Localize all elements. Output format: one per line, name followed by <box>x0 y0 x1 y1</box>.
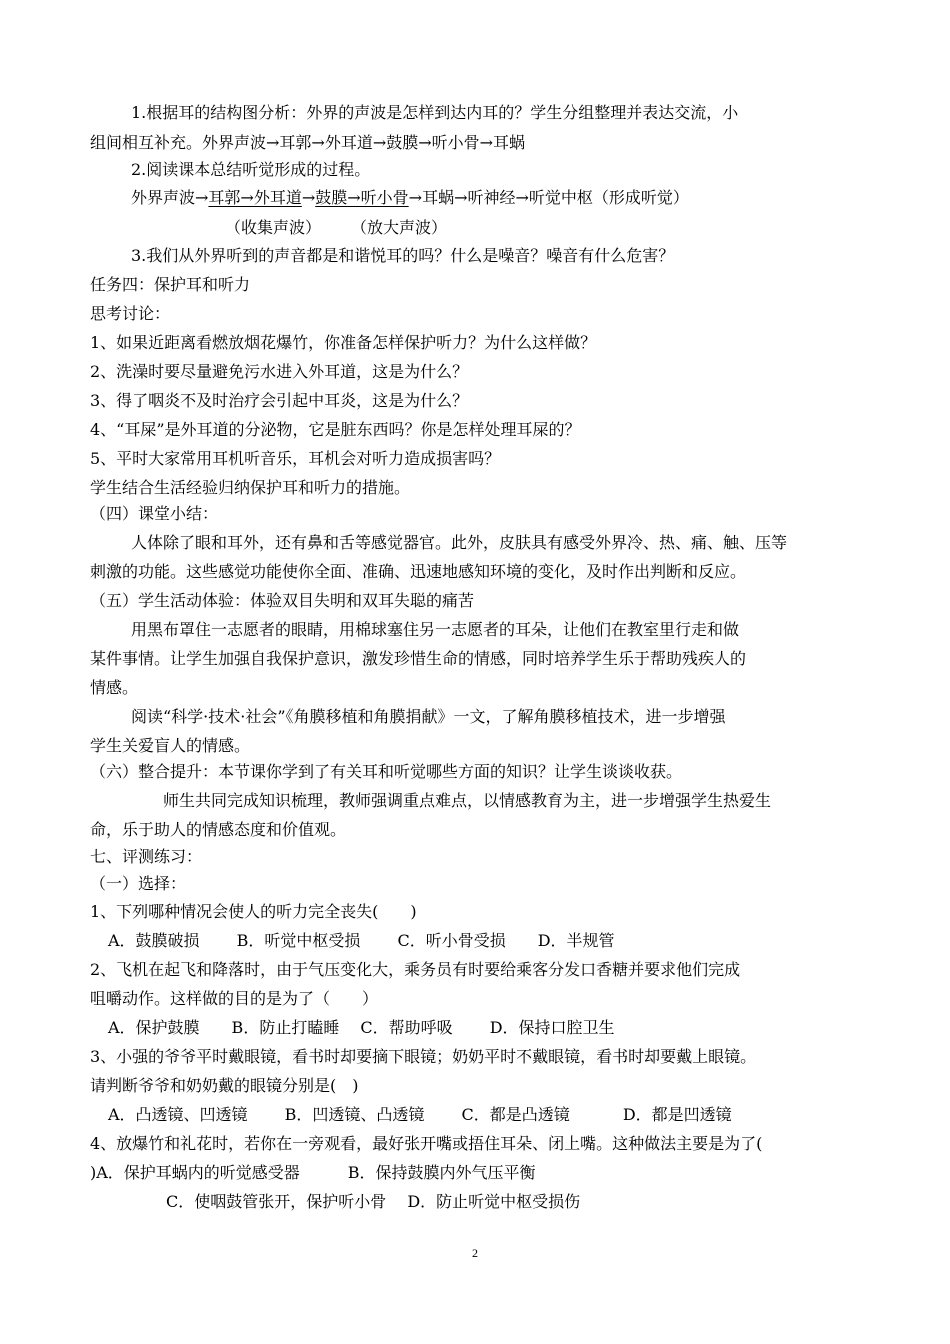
paragraph-line: 学生关爱盲人的情感。 <box>90 736 251 755</box>
answer-options: A．保护鼓膜 B．防止打瞌睡 C．帮助呼吸 D．保持口腔卫生 <box>108 1018 615 1037</box>
hearing-pathway-line <box>131 188 689 210</box>
question-line: 3、得了咽炎不及时治疗会引起中耳炎，这是为什么？ <box>90 391 469 410</box>
flow-part-collect: 耳郭→外耳道 <box>208 188 302 207</box>
section-heading: 任务四：保护耳和听力 <box>90 275 251 294</box>
question-line: 请判断爷爷和奶奶戴的眼镜分别是( ) <box>90 1076 359 1095</box>
paragraph-line: 用黑布罩住一志愿者的眼睛，用棉球塞住另一志愿者的耳朵，让他们在教室里行走和做 <box>131 620 740 639</box>
question-line: 1、下列哪种情况会使人的听力完全丧失( ) <box>90 902 417 921</box>
paragraph-line: 情感。 <box>90 678 139 697</box>
paragraph-line: 3.我们从外界听到的声音都是和谐悦耳的吗？什么是噪音？噪音有什么危害？ <box>131 246 675 265</box>
annotation-collect: （收集声波） <box>225 218 322 237</box>
section-heading: （五）学生活动体验：体验双目失明和双耳失聪的痛苦 <box>90 591 475 610</box>
answer-options: A．凸透镜、凹透镜 B．凹透镜、凸透镜 C．都是凸透镜 D．都是凹透镜 <box>108 1105 732 1124</box>
paragraph-line: 命，乐于助人的情感态度和价值观。 <box>90 820 347 839</box>
answer-options: C．使咽鼓管张开，保护听小骨 D．防止听觉中枢受损伤 <box>166 1192 581 1211</box>
section-heading: （一）选择： <box>90 874 187 893</box>
flow-part: 外界声波→ <box>131 188 209 207</box>
answer-options: )A．保护耳蜗内的听觉感受器 B．保持鼓膜内外气压平衡 <box>90 1163 536 1182</box>
paragraph-line: 1.根据耳的结构图分析：外界的声波是怎样到达内耳的？学生分组整理并表达交流，小 <box>131 103 739 122</box>
question-line: 5、平时大家常用耳机听音乐，耳机会对听力造成损害吗？ <box>90 449 501 468</box>
flow-part-amplify: 鼓膜→听小骨 <box>315 188 409 207</box>
paragraph-line: 人体除了眼和耳外，还有鼻和舌等感觉器官。此外，皮肤具有感受外界冷、热、痛、触、压等 <box>131 533 788 552</box>
paragraph-line: 某件事情。让学生加强自我保护意识，激发珍惜生命的情感，同时培养学生乐于帮助残疾人的 <box>90 649 747 668</box>
question-line: 4、放爆竹和礼花时，若你在一旁观看，最好张开嘴或捂住耳朵、闭上嘴。这种做法主要是为了( <box>90 1134 763 1153</box>
section-heading: （六）整合提升：本节课你学到了有关耳和听觉哪些方面的知识？让学生谈谈收获。 <box>90 762 683 781</box>
section-heading: 七、评测练习： <box>90 847 203 866</box>
question-line: 4、“耳屎”是外耳道的分泌物，它是脏东西吗？你是怎样处理耳屎的？ <box>90 420 581 439</box>
question-line: 咀嚼动作。这样做的目的是为了（ ） <box>90 989 379 1008</box>
question-line: 3、小强的爷爷平时戴眼镜，看书时却要摘下眼镜；奶奶平时不戴眼镜，看书时却要戴上眼镜。 <box>90 1047 757 1066</box>
flow-part: →耳蜗→听神经→听觉中枢（形成听觉） <box>408 188 689 207</box>
paragraph-line: 学生结合生活经验归纳保护耳和听力的措施。 <box>90 478 411 497</box>
paragraph-line: 师生共同完成知识梳理，教师强调重点难点，以情感教育为主，进一步增强学生热爱生 <box>163 791 772 810</box>
question-line: 1、如果近距离看燃放烟花爆竹，你准备怎样保护听力？为什么这样做？ <box>90 333 597 352</box>
question-line: 2、飞机在起飞和降落时，由于气压变化大，乘务员有时要给乘客分发口香糖并要求他们完成 <box>90 960 741 979</box>
paragraph-line: 阅读“科学·技术·社会”《角膜移植和角膜捐献》一文，了解角膜移植技术，进一步增强 <box>131 707 726 726</box>
question-line: 2、洗澡时要尽量避免污水进入外耳道，这是为什么？ <box>90 362 469 381</box>
flow-part: → <box>301 188 316 207</box>
page-number: 2 <box>472 1246 478 1260</box>
annotation-amplify: （放大声波） <box>351 218 448 237</box>
paragraph-line: 组间相互补充。外界声波→耳郭→外耳道→鼓膜→听小骨→耳蜗 <box>90 133 526 152</box>
paragraph-line: 刺激的功能。这些感觉功能使你全面、准确、迅速地感知环境的变化，及时作出判断和反应。 <box>90 562 747 581</box>
pathway-annotations <box>225 218 447 240</box>
paragraph-line: 思考讨论： <box>90 304 171 323</box>
paragraph-line: 2.阅读课本总结听觉形成的过程。 <box>131 160 371 179</box>
answer-options: A．鼓膜破损 B．听觉中枢受损 C．听小骨受损 D．半规管 <box>108 931 615 950</box>
section-heading: （四）课堂小结： <box>90 504 219 523</box>
